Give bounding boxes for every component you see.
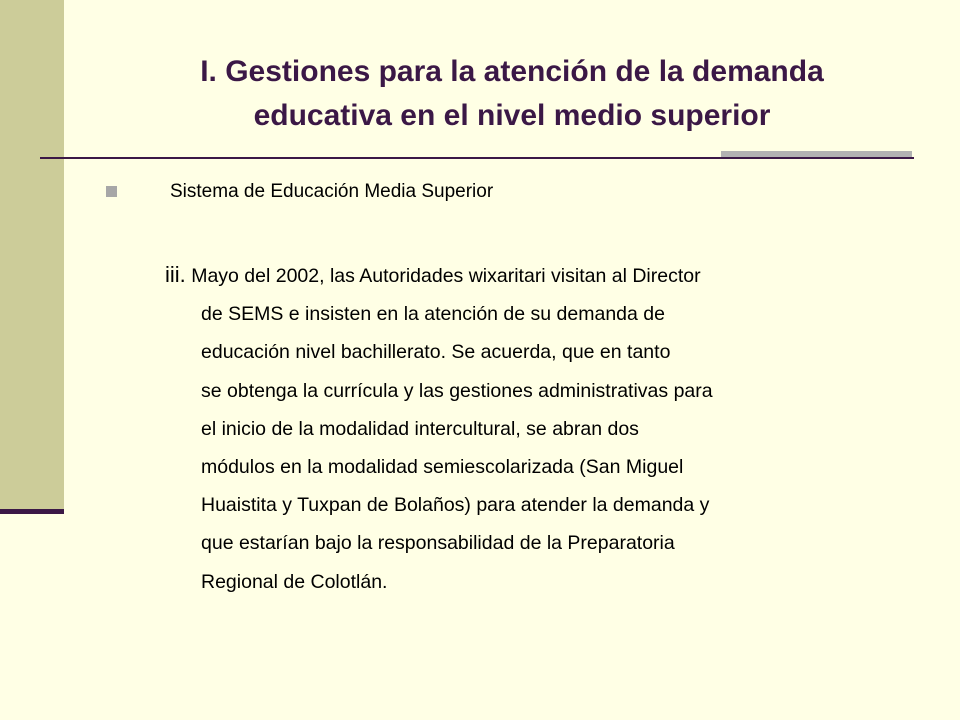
body-line-7: Huaistita y Tuxpan de Bolaños) para atender la demanda y (201, 494, 710, 517)
title-rule (40, 157, 914, 159)
title-line-2: educativa en el nivel medio superior (253, 99, 771, 132)
body-line-5: el inicio de la modalidad intercultural, se abran dos (201, 417, 639, 440)
body-line-2: de SEMS e insisten en la atención de su demanda de (201, 303, 665, 326)
slide-title (64, 50, 960, 138)
body-line-9: Regional de Colotlán. (201, 570, 388, 593)
left-band-accent-line (0, 509, 64, 514)
body-line-6: módulos en la modalidad semiescolarizada (San Miguel (201, 456, 684, 479)
bullet-heading: Sistema de Educación Media Superior (170, 181, 494, 202)
body-line-4: se obtenga la currícula y las gestiones administrativas para (201, 379, 713, 402)
body-line-8: que estarían bajo la responsabilidad de la Preparatoria (201, 532, 675, 555)
body-line-3: educación nivel bachillerato. Se acuerda, que en tanto (201, 341, 671, 364)
body-paragraph (165, 256, 935, 601)
body-line-1-text: Mayo del 2002, las Autoridades wixaritari visitan al Director (191, 265, 701, 287)
body-line-1 (165, 262, 701, 287)
item-numeral: iii. (165, 262, 186, 287)
left-decorative-band (0, 0, 64, 512)
title-line-1: I. Gestiones para la atención de la demanda (200, 55, 824, 88)
square-bullet-icon (106, 186, 117, 197)
